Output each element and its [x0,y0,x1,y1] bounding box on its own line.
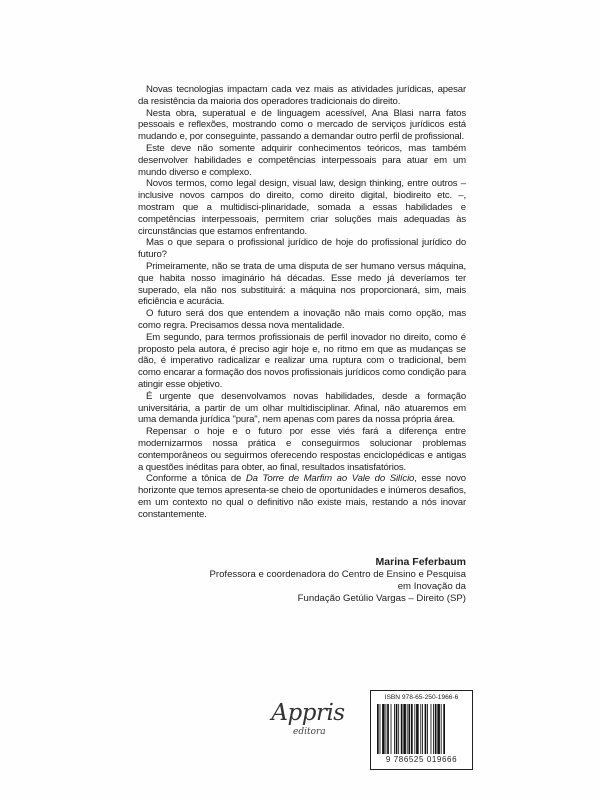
paragraph-7: O futuro será dos que entendem a inovação não mais como opção, mas como regra. Precisamos dessa nova mentalidade. [138,308,466,331]
signature-affiliation-line1: Professora e coordenadora do Centro de Ensino e Pesquisa em Inovação da [209,569,466,592]
paragraph-3: Este deve não somente adquirir conhecimentos teóricos, mas também desenvolver habilidades e competências interpessoais para atuar em um mundo diverso e complexo. [138,142,466,178]
paragraph-11-end: , esse novo horizonte que temos apresenta-se cheio de oportunidades e inúmeros desafios, em um contexto no qual o definitivo não existe mais, restando a nós inovar constantemente. [138,473,466,520]
paragraph-6: Primeiramente, não se trata de uma disputa de ser humano versus máquina, que habita nosso imaginário há décadas. Esse medo já deveríamos ter superado, ela não nos substituirá: a máquina nos proporcionará, sim, mais eficiência e acurácia. [138,260,466,308]
isbn-barcode [370,690,473,770]
signature-affiliation-line2: Fundação Getúlio Vargas – Direito (SP) [297,593,466,604]
signature-block [200,556,466,605]
paragraph-4: Novos termos, como legal design, visual law, design thinking, entre outros – inclusive novos campos do direito, como direito digital, biodireito etc. –, mostram que a multidisci-plinaridade, somada a essas habilidades e competências interpessoais, permitem criar soluções mais adequadas às circunstâncias que estamos enfrentando. [138,178,466,237]
publisher-name: Appris [271,700,345,726]
signature-name: Marina Feferbaum [375,556,466,568]
publisher-logo [263,700,353,745]
paragraph-9: É urgente que desenvolvamos novas habilidades, desde a formação universitária, a partir de um olhar multidisciplinar. Afinal, não atuaremos em uma demanda jurídica "pura", nem apenas com pares da nossa própria área. [138,390,466,426]
back-cover-text [138,84,466,520]
paragraph-2: Nesta obra, superatual e de linguagem acessível, Ana Blasi narra fatos pessoais e reflexões, mostrando como o mercado de serviços jurídicos está mudando e, por conseguinte, passando a demandar outro perfil de profissional. [138,107,466,143]
ean-digits: 9 786525 019666 [385,755,458,764]
book-title: Da Torre de Marfim ao Vale do Silício [245,473,415,485]
paragraph-8: Em segundo, para termos profissionais de perfil inovador no direito, como é proposto pela autora, é preciso agir hoje e, no ritmo em que as mudanças se dão, é imperativo radicalizar e realizar uma ruptura com o tradicional, bem como encarar a formação dos novos profissionais jurídicos como condição para atingir esse objetivo. [138,331,466,390]
barcode-icon [377,704,466,756]
paragraph-11-start: Conforme a tônica de [146,473,246,485]
paragraph-10: Repensar o hoje e o futuro por esse viés fará a diferença entre modernizarmos nossa prática e conseguirmos solucionar problemas contemporâneos ou seguirmos oferecendo respostas enciclopédicas e antigas a questões inéditas para obter, ao final, resultados insatisfatórios. [138,426,466,473]
isbn-label: ISBN 978-65-250-1966-6 [384,694,459,701]
paragraph-5: Mas o que separa o profissional jurídico de hoje do profissional jurídico do futuro? [138,237,466,261]
publisher-subtitle: editora [293,727,326,737]
paragraph-11 [138,473,466,520]
paragraph-1: Novas tecnologias impactam cada vez mais as atividades jurídicas, apesar da resistência da maioria dos operadores tradicionais do direito. [138,84,466,107]
